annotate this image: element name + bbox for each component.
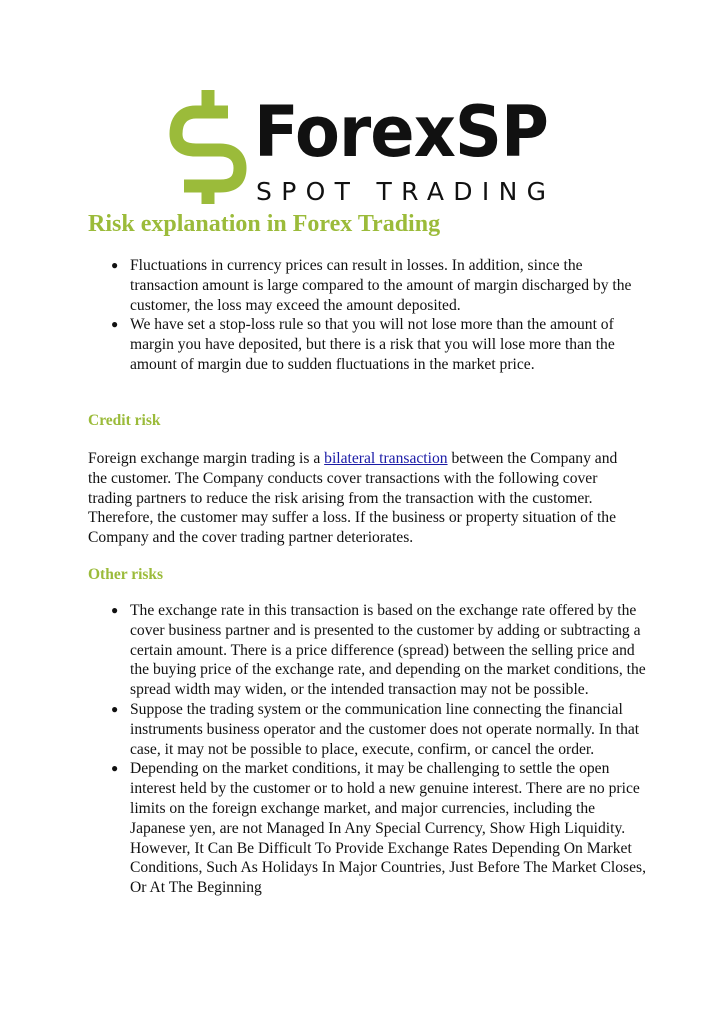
- list-item: ● Suppose the trading system or the communication line connecting the financial instruments business operator and the customer does not operate normally. In that case, it may not be possible to place, execute, confirm, or cancel the order.: [111, 700, 640, 758]
- credit-risk-paragraph: Foreign exchange margin trading is a bilateral transaction between the Company and the customer. The Company conducts cover transactions with the following cover trading partners to reduce the risk arising from the transaction with the customer. Therefore, the customer may suffer a loss. If the business or property situation of the Company and the cover trading partner deteriorates.: [88, 450, 618, 547]
- dollar-sign-icon: [176, 90, 240, 204]
- list-item: ● We have set a stop-loss rule so that you will not lose more than the amount of margin you have deposited, but there is a risk that you will lose more than the amount of margin due to sudden fluctuations in the market price.: [111, 316, 615, 373]
- other-risks-heading: Other risks: [88, 566, 164, 583]
- logo-tagline: SPOT TRADING: [256, 177, 546, 206]
- bullet-icon: ●: [111, 701, 119, 716]
- page-title: Risk explanation in Forex Trading: [88, 211, 441, 237]
- bilateral-transaction-link[interactable]: bilateral transaction: [324, 450, 448, 467]
- logo-wordmark: ForexSP: [254, 91, 548, 173]
- forexsp-logo: [168, 82, 552, 210]
- other-risks-bullet-list: [88, 601, 648, 898]
- bullet-icon: ●: [111, 258, 119, 272]
- credit-risk-heading: Credit risk: [88, 412, 161, 429]
- intro-bullet-list: [88, 256, 648, 375]
- bullet-icon: ●: [111, 761, 119, 776]
- bullet-icon: ●: [111, 317, 119, 332]
- list-item: ● The exchange rate in this transaction is based on the exchange rate offered by the cover business partner and is presented to the customer by adding or subtracting a certain amount. There is a price difference (spread) between the selling price and the buying price of the exchange rate, and depending on the market conditions, the spread width may widen, or the intended transaction may not be possible.: [111, 602, 646, 699]
- bullet-icon: ●: [111, 603, 119, 617]
- list-item: ● Depending on the market conditions, it may be challenging to settle the open interest held by the customer or to hold a new genuine interest. There are no price limits on the foreign exchange market, and major currencies, including the Japanese yen, are not Managed In Any Special Currency, Show High Liquidity. However, It Can Be Difficult To Provide Exchange Rates Depending On Market Conditions, Such As Holidays In Major Countries, Just Before The Market Closes, Or At The Beginning: [111, 760, 647, 897]
- list-item: ● Fluctuations in currency prices can result in losses. In addition, since the transaction amount is large compared to the amount of margin discharged by the customer, the loss may exceed the amount deposited.: [111, 257, 632, 314]
